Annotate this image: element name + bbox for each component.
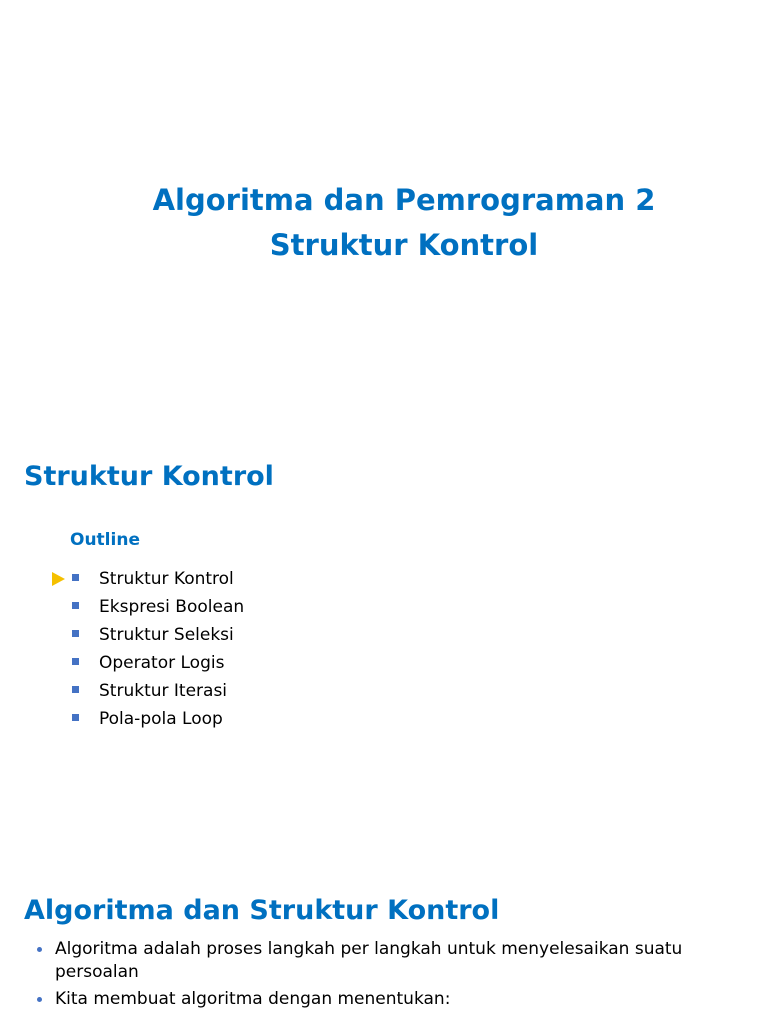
- square-bullet-icon: [72, 714, 79, 721]
- slide-title: [0, 178, 768, 268]
- outline-item-label: Operator Logis: [99, 653, 225, 673]
- outline-item-label: Struktur Kontrol: [99, 569, 234, 589]
- square-bullet-icon: [72, 574, 79, 581]
- square-bullet-icon: [72, 630, 79, 637]
- square-bullet-icon: [72, 686, 79, 693]
- outline-slide: [0, 430, 768, 850]
- bullet-list: [36, 938, 736, 1015]
- bullet-item: [36, 988, 736, 1011]
- round-bullet-icon: [37, 947, 42, 952]
- title-slide: [0, 0, 768, 420]
- bullet-text: Algoritma adalah proses langkah per langkah untuk menyelesaikan suatu persoalan: [55, 939, 683, 982]
- square-bullet-icon: [72, 658, 79, 665]
- slide-heading: Algoritma dan Struktur Kontrol: [24, 895, 500, 926]
- outline-item-label: Pola-pola Loop: [99, 709, 223, 729]
- round-bullet-icon: [37, 997, 42, 1002]
- bullet-item: [36, 938, 736, 984]
- slide-heading: Struktur Kontrol: [24, 461, 274, 492]
- current-arrow-icon: [52, 572, 65, 586]
- slide-title-line-2: Struktur Kontrol: [269, 228, 539, 262]
- bullet-text: Kita membuat algoritma dengan menentukan:: [55, 989, 451, 1009]
- outline-item-label: Struktur Seleksi: [99, 625, 234, 645]
- outline-item-label: Struktur Iterasi: [99, 681, 228, 701]
- content-slide: [0, 860, 768, 1024]
- outline-label: Outline: [70, 530, 140, 550]
- slide-title-line-1: Algoritma dan Pemrograman 2: [152, 183, 656, 217]
- outline-item-label: Ekspresi Boolean: [99, 597, 245, 617]
- square-bullet-icon: [72, 602, 79, 609]
